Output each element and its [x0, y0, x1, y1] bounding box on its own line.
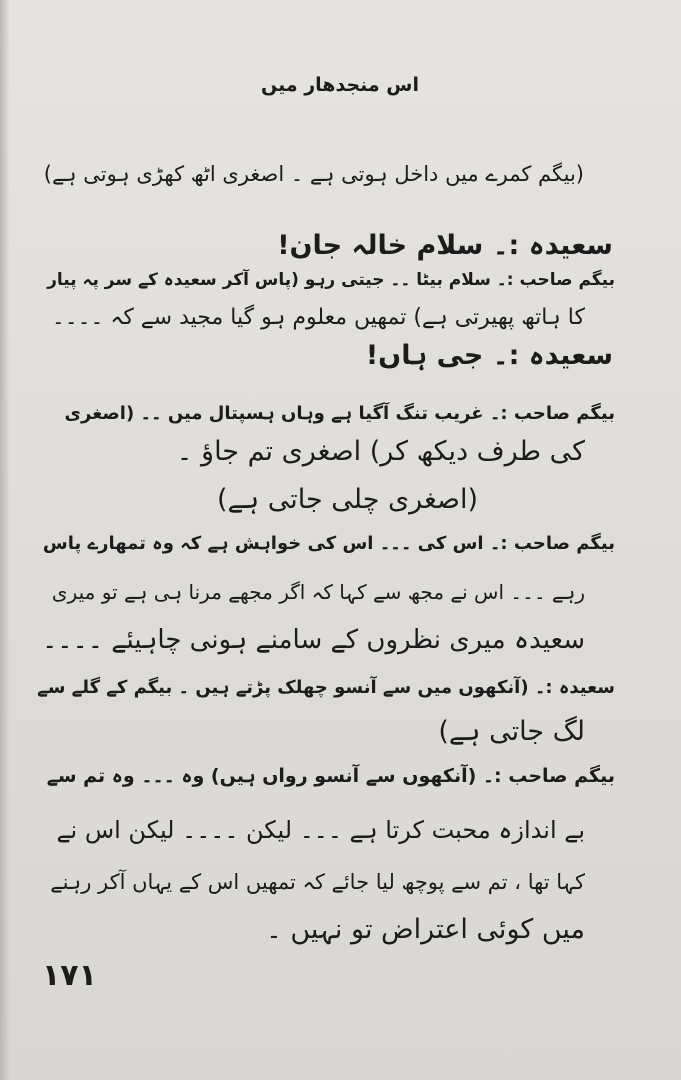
dialogue-continuation: کا ہاتھ پھیرتی ہے) تمھیں معلوم ہو گیا مجید سے کہ ۔۔۔۔ [51, 305, 585, 330]
dialogue-continuation: لگ جاتی ہے) [438, 716, 585, 747]
dialogue-continuation: کہا تھا ، تم سے پوچھ لیا جائے کہ تمھیں اس کے یہاں آکر رہنے [50, 870, 585, 894]
page-number: ۱۷۱ [42, 958, 97, 993]
running-head: اس منجدھار میں [260, 74, 419, 96]
dialogue-continuation: رہے ۔۔۔ اس نے مجھ سے کہا کہ اگر مجھے مرنا ہی ہے تو میری [51, 580, 585, 604]
dialogue-line: سعیدہ :۔ جی ہاں! [365, 340, 613, 371]
dialogue-line: سعیدہ :۔ (آنکھوں میں سے آنسو چھلک پڑتے ہیں ۔ بیگم کے گلے سے [37, 677, 615, 698]
dialogue-continuation: میں کوئی اعتراض تو نہیں ۔ [265, 914, 585, 945]
dialogue-line: بیگم صاحب :۔ غریب تنگ آگیا ہے وہاں ہسپتال میں ۔۔ (اصغری [64, 403, 615, 424]
dialogue-continuation: کی طرف دیکھ کر) اصغری تم جاؤ ۔ [176, 436, 585, 467]
dialogue-line: سعیدہ :۔ سلام خالہ جان! [277, 230, 613, 261]
page-edge-shadow [0, 0, 10, 1080]
dialogue-line: بیگم صاحب :۔ اس کی ۔۔۔ اس کی خواہش ہے کہ وہ تمھارے پاس [42, 533, 615, 554]
dialogue-continuation: سعیدہ میری نظروں کے سامنے ہونی چاہیئے ۔۔۔۔ [42, 625, 585, 655]
stage-direction: (بیگم کمرے میں داخل ہوتی ہے ۔ اصغری اٹھ کھڑی ہوتی ہے) [43, 162, 584, 186]
dialogue-line: بیگم صاحب :۔ سلام بیٹا ۔۔ جیتی رہو (پاس آکر سعیدہ کے سر پہ پیار [47, 270, 615, 290]
dialogue-line: بیگم صاحب :۔ (آنکھوں سے آنسو رواں ہیں) وہ ۔۔۔ وہ تم سے [46, 765, 615, 787]
dialogue-continuation: بے اندازہ محبت کرتا ہے ۔۔۔ لیکن ۔۔۔۔ لیکن اس نے [56, 816, 585, 844]
stage-direction: (اصغری چلی جاتی ہے) [216, 484, 478, 515]
